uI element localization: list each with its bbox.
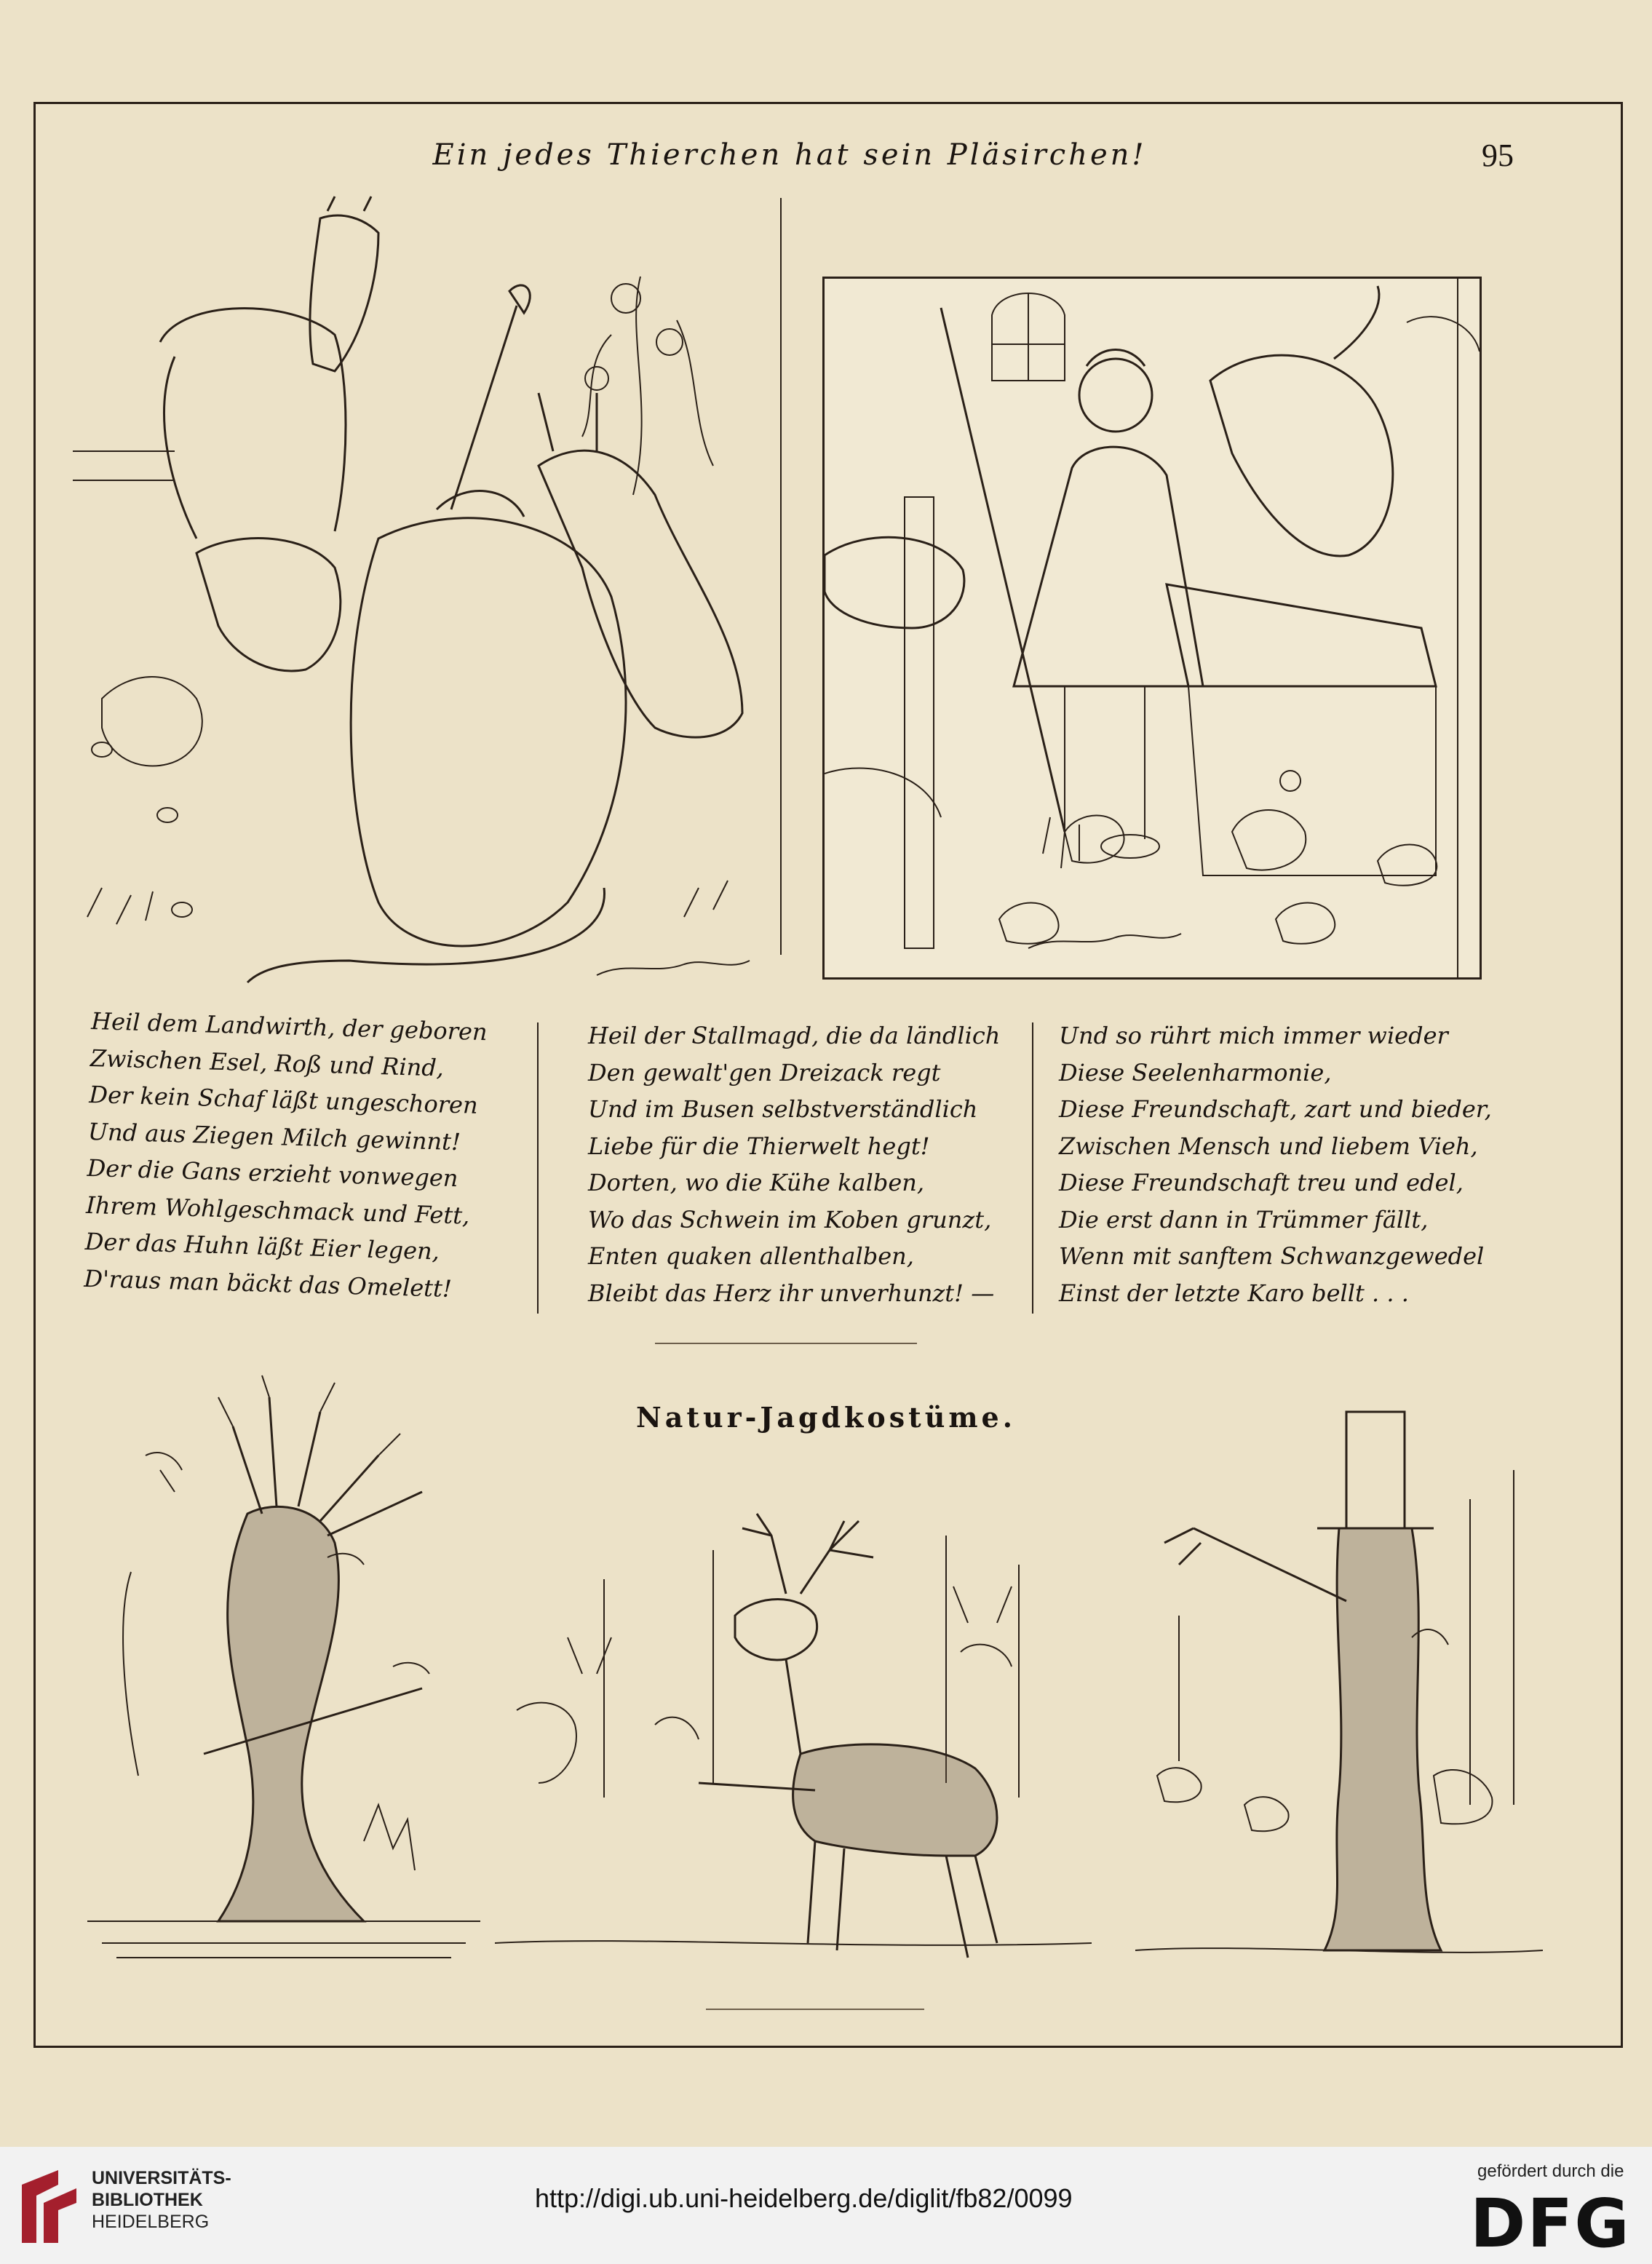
verse-line: Den gewalt'gen Dreizack regt (588, 1058, 941, 1087)
verse-line: Liebe für die Thierwelt hegt! (588, 1132, 930, 1160)
library-name-line: HEIDELBERG (92, 2212, 210, 2232)
verse-line: Der die Gans erzieht vonwegen (87, 1153, 458, 1193)
illustration-farmer-with-animals (73, 189, 771, 997)
verse-line: Die erst dann in Trümmer fällt, (1059, 1205, 1429, 1234)
verse-line: Dorten, wo die Kühe kalben, (588, 1169, 925, 1196)
verse-line: Ihrem Wohlgeschmack und Fett, (85, 1191, 470, 1230)
verse-line: Bleibt das Herz ihr unverhunzt! — (588, 1279, 995, 1307)
verse-divider (1032, 1022, 1033, 1314)
library-logo-icon (15, 2163, 84, 2249)
verse-line: Wenn mit sanftem Schwanzgewedel (1059, 1242, 1485, 1270)
verse-line: Der kein Schaf läßt ungeschoren (88, 1080, 479, 1119)
verse-column-1 (83, 1003, 488, 1307)
verse-column-2 (588, 1017, 1025, 1311)
verse-line: Wo das Schwein im Koben grunzt, (588, 1205, 992, 1234)
funding-label: gefördert durch die (1477, 2161, 1624, 2181)
bottom-rule (706, 2009, 924, 2010)
verse-line: Diese Seelenharmonie, (1059, 1058, 1332, 1087)
verse-divider (537, 1022, 539, 1314)
verse-line: Diese Freundschaft, zart und bieder, (1059, 1095, 1492, 1123)
verse-line: Und aus Ziegen Milch gewinnt! (87, 1117, 461, 1156)
verse-line: Heil dem Landwirth, der geboren (90, 1006, 488, 1046)
library-name-line: BIBLIOTHEK (92, 2190, 203, 2210)
library-name (92, 2167, 231, 2233)
engraving-stag-hunter (495, 1506, 1092, 1972)
page-number: 95 (1482, 138, 1514, 173)
verse-line: Zwischen Mensch und liebem Vieh, (1059, 1132, 1478, 1160)
verse-line: Heil der Stallmagd, die da ländlich (588, 1022, 1001, 1049)
verse-line: Einst der letzte Karo bellt . . . (1059, 1279, 1409, 1307)
engraving-tree-hunter (87, 1368, 480, 1965)
verse-line: Diese Freundschaft treu und edel, (1059, 1169, 1464, 1196)
verse-line: Zwischen Esel, Roß und Rind, (90, 1044, 445, 1082)
section-rule (655, 1343, 917, 1344)
verse-line: Enten quaken allenthalben, (588, 1242, 914, 1270)
verse-line: Der das Huhn läßt Eier legen, (84, 1227, 440, 1266)
footer-bar (0, 2147, 1652, 2264)
dfg-logo: DFG (1470, 2185, 1631, 2263)
verse-line: Und so rührt mich immer wieder (1059, 1022, 1448, 1049)
running-title: Ein jedes Thierchen hat sein Pläsirchen! (432, 138, 1147, 172)
verse-column-3 (1059, 1017, 1496, 1311)
column-divider (780, 198, 782, 955)
verse-line: Und im Busen selbstverständlich (588, 1095, 978, 1123)
library-name-line: UNIVERSITÄTS- (92, 2168, 231, 2188)
source-url-link[interactable]: http://digi.ub.uni-heidelberg.de/diglit/fb82/0099 (535, 2183, 1073, 2213)
section-title: Natur-Jagdkostüme. (636, 1401, 1016, 1434)
verse-line: D'raus man bäckt das Omelett! (83, 1264, 453, 1303)
illustration-milkmaid-with-cows (822, 277, 1482, 980)
engraving-tree-trunk-hunter (1135, 1397, 1543, 1965)
